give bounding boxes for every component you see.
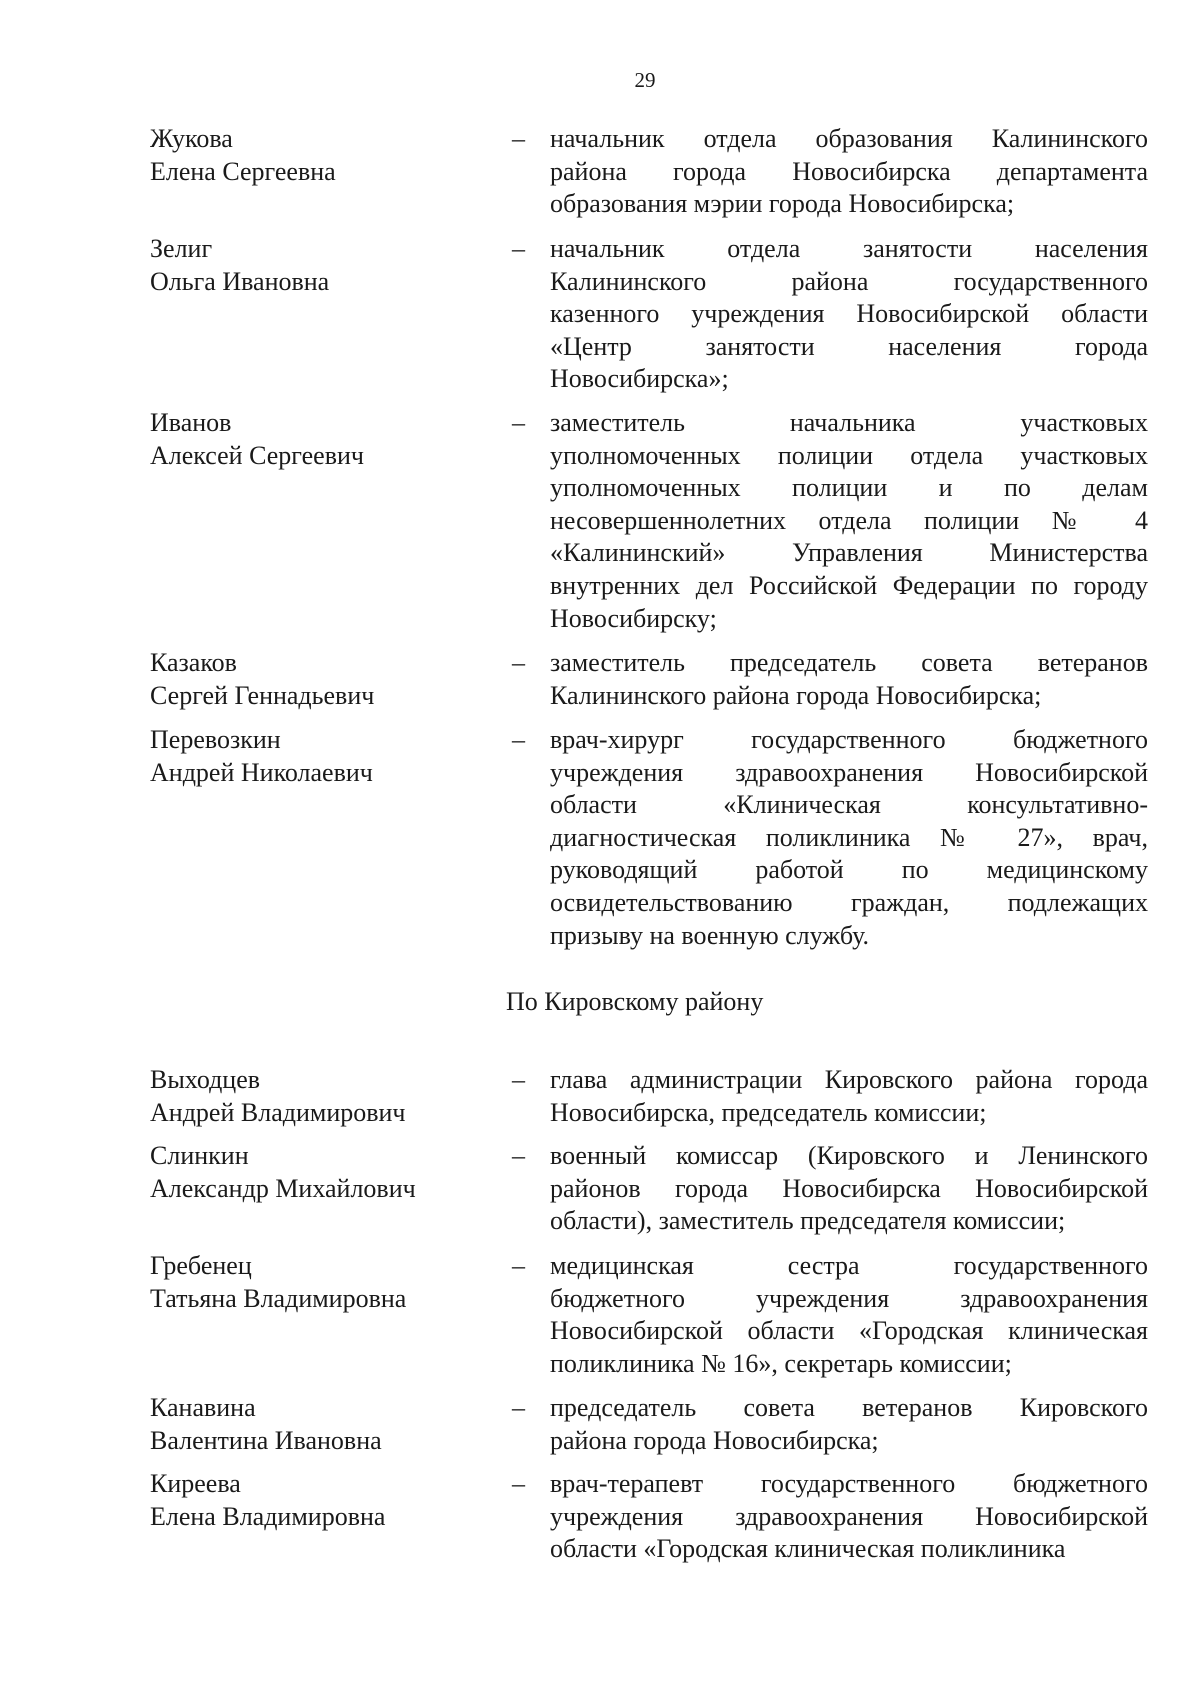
page-number: 29	[634, 68, 656, 92]
position-line: Новосибирску;	[550, 603, 717, 633]
member-name	[150, 1468, 510, 1533]
member-position	[550, 123, 1148, 221]
member-surname: Канавина	[150, 1393, 256, 1422]
position-line: заместитель начальника участковых	[550, 408, 1148, 437]
member-given-names: Татьяна Владимировна	[150, 1283, 407, 1313]
member-position	[550, 407, 1148, 635]
member-position	[550, 1250, 1148, 1380]
position-line: районов города Новосибирска Новосибирской	[550, 1173, 1148, 1203]
entry-dash: –	[512, 1469, 525, 1498]
section-heading: По Кировскому району	[506, 987, 764, 1016]
member-position	[550, 1468, 1148, 1566]
position-line: врач-терапевт государственного бюджетного	[550, 1469, 1148, 1498]
position-line: «Калининский» Управления Министерства	[550, 538, 1148, 568]
member-name	[150, 1392, 510, 1457]
entry-dash: –	[512, 1141, 525, 1170]
position-line: диагностическая поликлиника № 27», врач,	[550, 822, 1148, 852]
member-name	[150, 123, 510, 188]
position-line: призыву на военную службу.	[550, 920, 870, 950]
position-line: Калининского района государственного	[550, 266, 1148, 296]
position-line: внутренних дел Российской Федерации по городу	[550, 570, 1148, 600]
position-line: заместитель председатель совета ветеранов	[550, 648, 1148, 677]
position-line: освидетельствованию граждан, подлежащих	[550, 887, 1148, 917]
member-given-names: Андрей Николаевич	[150, 757, 373, 787]
position-line: учреждения здравоохранения Новосибирской	[550, 1501, 1148, 1531]
member-name	[150, 647, 510, 712]
member-name	[150, 407, 510, 472]
position-line: области), заместитель председателя комиссии;	[550, 1206, 1066, 1236]
position-line: Новосибирской области «Городская клиническая	[550, 1316, 1148, 1346]
member-name	[150, 1250, 510, 1315]
entry-dash: –	[512, 1251, 525, 1280]
position-line: медицинская сестра государственного	[550, 1251, 1148, 1280]
member-surname: Гребенец	[150, 1251, 252, 1280]
position-line: бюджетного учреждения здравоохранения	[550, 1283, 1148, 1313]
member-given-names: Андрей Владимирович	[150, 1097, 406, 1127]
entry-dash: –	[512, 408, 525, 437]
member-name	[150, 1140, 510, 1205]
position-line: Новосибирска»;	[550, 364, 729, 394]
position-line: врач-хирург государственного бюджетного	[550, 725, 1148, 754]
member-given-names: Ольга Ивановна	[150, 266, 330, 296]
member-name	[150, 1064, 510, 1129]
entry-dash: –	[512, 648, 525, 677]
member-position	[550, 1064, 1148, 1129]
entry-dash: –	[512, 1065, 525, 1094]
position-line: Калининского района города Новосибирска;	[550, 680, 1042, 710]
member-position	[550, 647, 1148, 712]
position-line: уполномоченных полиции отдела участковых	[550, 440, 1148, 470]
position-line: начальник отдела занятости населения	[550, 234, 1148, 263]
position-line: председатель совета ветеранов Кировского	[550, 1393, 1148, 1422]
member-surname: Жукова	[150, 124, 233, 153]
member-position	[550, 1392, 1148, 1457]
entry-dash: –	[512, 124, 525, 153]
position-line: «Центр занятости населения города	[550, 331, 1148, 361]
position-line: Новосибирска, председатель комиссии;	[550, 1097, 987, 1127]
position-line: руководящий работой по медицинскому	[550, 855, 1148, 885]
position-line: уполномоченных полиции и по делам	[550, 473, 1148, 503]
member-given-names: Александр Михайлович	[150, 1173, 416, 1203]
member-surname: Зелиг	[150, 234, 213, 263]
position-line: области «Городская клиническая поликлиника	[550, 1534, 1066, 1564]
position-line: района города Новосибирска департамента	[550, 156, 1148, 186]
member-position	[550, 1140, 1148, 1238]
member-surname: Выходцев	[150, 1065, 261, 1094]
member-name	[150, 233, 510, 298]
member-given-names: Валентина Ивановна	[150, 1425, 382, 1455]
member-name	[150, 724, 510, 789]
position-line: района города Новосибирска;	[550, 1425, 879, 1455]
member-surname: Перевозкин	[150, 725, 281, 754]
entry-dash: –	[512, 725, 525, 754]
member-surname: Иванов	[150, 408, 232, 437]
member-given-names: Алексей Сергеевич	[150, 440, 364, 470]
member-position	[550, 724, 1148, 952]
member-given-names: Сергей Геннадьевич	[150, 680, 375, 710]
position-line: военный комиссар (Кировского и Ленинского	[550, 1141, 1148, 1170]
member-given-names: Елена Сергеевна	[150, 156, 336, 186]
position-line: глава администрации Кировского района города	[550, 1065, 1148, 1094]
position-line: учреждения здравоохранения Новосибирской	[550, 757, 1148, 787]
position-line: образования мэрии города Новосибирска;	[550, 189, 1015, 219]
member-surname: Киреева	[150, 1469, 241, 1498]
member-position	[550, 233, 1148, 396]
member-given-names: Елена Владимировна	[150, 1501, 386, 1531]
position-line: поликлиника № 16», секретарь комиссии;	[550, 1348, 1012, 1378]
position-line: казенного учреждения Новосибирской области	[550, 299, 1148, 329]
entry-dash: –	[512, 234, 525, 263]
position-line: несовершеннолетних отдела полиции № 4	[550, 505, 1148, 535]
position-line: области «Клиническая консультативно-	[550, 790, 1148, 820]
position-line: начальник отдела образования Калининского	[550, 124, 1148, 153]
member-surname: Слинкин	[150, 1141, 249, 1170]
member-surname: Казаков	[150, 648, 237, 677]
entry-dash: –	[512, 1393, 525, 1422]
